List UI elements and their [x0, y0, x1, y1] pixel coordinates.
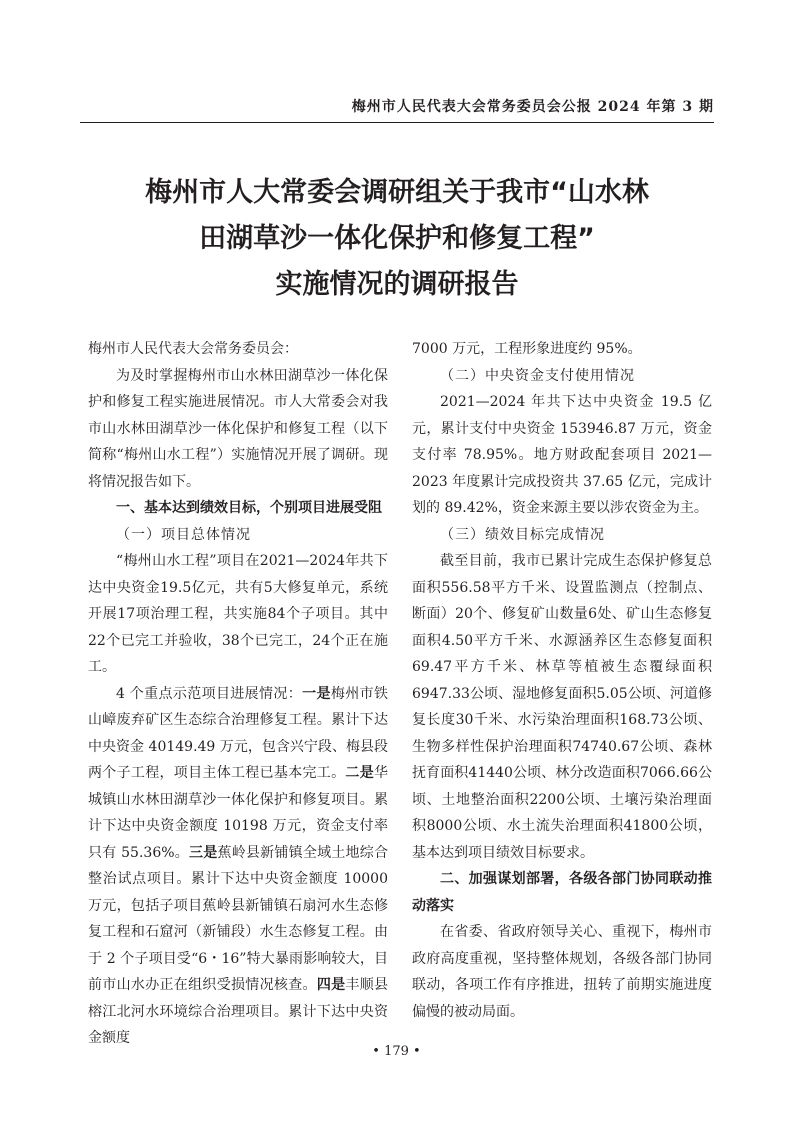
salutation: 梅州市人民代表大会常务委员会： [88, 341, 298, 357]
project-one-text: 梅州市铁山嶂废弃矿区生态综合治理修复工程。累计下达中央资金 40149.49 万元，包含兴宁段、梅县段两个子工程，项目主体工程已基本完工。 [88, 685, 389, 781]
title-line-1: 梅州市人大常委会调研组关于我市“山水林 [145, 177, 649, 208]
ordinal-three: 三是 [189, 844, 218, 861]
right-column [412, 336, 712, 1025]
page-number: • 179 • [372, 1044, 421, 1059]
article-title [90, 170, 704, 308]
title-line-3: 实施情况的调研报告 [275, 269, 519, 300]
ordinal-one: 一是 [302, 685, 331, 702]
key-projects-lead: 4 个重点示范项目进展情况： [116, 685, 303, 702]
header-rule [80, 122, 714, 123]
performance-paragraph: 截至目前，我市已累计完成生态保护修复总面积556.58平方千米、设置监测点（控制点、断面）20个、修复矿山数量6处、矿山生态修复面积4.50平方千米、水源涵养区生态修复面积69.47平方千米、林草等植被生态覆绿面积6947.33公顷、湿地修复面积5.05公顷、河道修复长度30千米、水污染治理面积168.73公顷、生物多样性保护治理面积74740.67公顷、森林抚育面积41440公顷、林分改造面积7066.66公顷、土地整治面积2200公顷、土壤污染治理面积8000公顷、水土流失治理面积41800公顷，基本达到项目绩效目标要求。 [412, 553, 712, 861]
project-two-text: 华城镇山水林田湖草沙一体化保护和修复项目。累计下达中央资金额度 10198 万元，资金支付率只有 55.36%。 [88, 765, 389, 861]
section-1-heading: 一、基本达到绩效目标，个别项目进展受阻 [116, 500, 382, 516]
running-header: 梅州市人民代表大会常务委员会公报 2024 年第 3 期 [351, 99, 714, 115]
project-four-text: 丰顺县榕江北河水环境综合治理项目。累计下达中央资金额度 [88, 977, 389, 1046]
left-column [88, 336, 388, 1052]
ordinal-four: 四是 [316, 977, 346, 993]
title-line-2: 田湖草沙一体化保护和修复工程” [199, 223, 595, 254]
continued-paragraph: 7000 万元，工程形象进度约 95%。 [412, 341, 642, 357]
project-overview-paragraph: “梅州山水工程”项目在2021—2024年共下达中央资金19.5亿元，共有5大修复单元，系统开展17项治理工程，共实施84个子项目。其中22个已完工并验收，38个已完工，24个正在施工。 [88, 553, 388, 675]
intro-paragraph: 为及时掌握梅州市山水林田湖草沙一体化保护和修复工程实施进展情况。市人大常委会对我市山水林田湖草沙一体化保护和修复工程（以下简称“梅州山水工程”）实施情况开展了调研。现将情况报告如下。 [88, 367, 388, 490]
project-three-text: 蕉岭县新铺镇全域土地综合整治试点项目。累计下达中央资金额度 10000 万元，包括子项目蕉岭县新铺镇石扇河水生态修复工程和石窟河（新铺段）水生态修复工程。由于 2 个子项目受“6・16”特大暴雨影响较大，目前市山水办正在组织受损情况核查。 [88, 844, 389, 993]
subsection-2-heading: （二）中央资金支付使用情况 [440, 367, 635, 384]
section-2-heading: 二、加强谋划部署，各级各部门协同联动推动落实 [412, 871, 712, 914]
subsection-1-heading: （一）项目总体情况 [116, 526, 251, 543]
ordinal-two: 二是 [345, 765, 375, 781]
coordination-paragraph: 在省委、省政府领导关心、重视下，梅州市政府高度重视，坚持整体规划，各级各部门协同联动，各项工作有序推进，扭转了前期实施进度偏慢的被动局面。 [412, 924, 712, 1020]
subsection-3-heading: （三）绩效目标完成情况 [440, 526, 605, 543]
funding-paragraph: 2021—2024 年共下达中央资金 19.5 亿元，累计支付中央资金 153946.87 万元，资金支付率 78.95%。地方财政配套项目 2021—2023 年度累计完成投资共 37.65 亿元，完成计划的 89.42%，资金来源主要以涉农资金为主。 [412, 394, 712, 516]
key-projects-paragraph [88, 681, 388, 1052]
